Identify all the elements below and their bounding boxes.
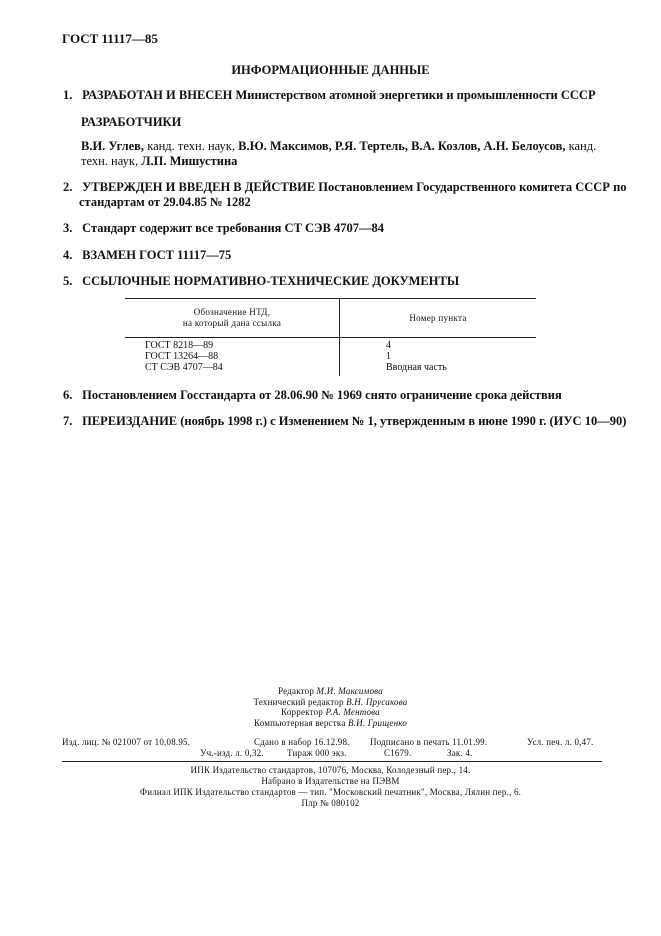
pub-signed: Подписано в печать 11.01.99. [370,737,488,747]
item-text: ССЫЛОЧНЫЕ НОРМАТИВНО-ТЕХНИЧЕСКИЕ ДОКУМЕНТЫ [82,274,460,288]
layout-line [0,718,661,729]
header-document-line1: Обозначение НТД, [193,307,271,317]
footer-line-3: Филиал ИПК Издательство стандартов — тип. "Московский печатник", Москва, Лялин пер., 6. [139,787,522,797]
header-clause: Номер пункта [340,299,537,338]
developer-degree: канд. техн. наук, [144,139,239,153]
tech-editor-label: Технический редактор [253,696,347,707]
cell-clause: 1 [386,351,391,362]
tech-editor-line [0,697,661,708]
info-item-2 [63,179,627,195]
item-text: ВЗАМЕН ГОСТ 11117—75 [82,248,232,262]
layout-label: Компьютерная верстка [253,717,348,728]
info-item-4 [63,247,231,263]
pub-submitted: Сдано в набор 16.12.98. [254,737,350,747]
cell-clause: Вводная часть [386,362,447,373]
table-row [125,351,536,362]
header-document [125,299,340,338]
info-item-1 [63,87,596,103]
item-number: 6. [63,388,73,402]
developer-name: В.И. Углев, [81,139,145,153]
corrector-label: Корректор [281,707,326,717]
cell-clause: 4 [386,340,391,351]
pub-edu-sheets: Уч.-изд. л. 0,32. [200,748,264,758]
footer-line-2: Набрано в Издательстве на ПЭВМ [261,776,400,786]
item-text: Стандарт содержит все требования СТ СЭВ 4707—84 [82,221,384,235]
info-item-2-continuation: стандартам от 29.04.85 № 1282 [79,195,251,209]
cell-document: ГОСТ 8218—89 [125,338,340,352]
developer-degree: канд. техн. наук, [81,139,597,168]
standard-code: ГОСТ 11117—85 [62,31,158,46]
corrector-line [0,707,661,718]
item-number: 5. [63,274,73,288]
item-text: УТВЕРЖДЕН И ВВЕДЕН В ДЕЙСТВИЕ Постановлением Государственного комитета СССР по [82,180,627,194]
table-row [125,362,536,376]
footer-line-4: Плр № 080102 [301,798,360,808]
pub-order: Зак. 4. [447,748,473,758]
tech-editor-name: В.Н. Прусакова [346,696,408,707]
developer-name: Л.П. Мишустина [141,154,238,168]
developers-label: РАЗРАБОТЧИКИ [81,115,182,129]
footer-line-1: ИПК Издательство стандартов, 107076, Москва, Колодезный пер., 14. [190,765,471,775]
item-number: 3. [63,221,73,235]
pub-sheets: Усл. печ. л. 0,47. [527,737,594,747]
info-item-6 [63,387,562,403]
imprint-block [0,686,661,728]
editor-line [0,686,661,697]
item-number: 2. [63,180,73,194]
table-row [125,338,536,352]
layout-name: В.И. Грищенко [347,717,408,728]
item-text: ПЕРЕИЗДАНИЕ (ноябрь 1998 г.) с Изменением № 1, утвержденным в июне 1990 г. (ИУС 10—90) [82,414,627,428]
item-text: Постановлением Госстандарта от 28.06.90 № 1969 снято ограничение срока действия [82,388,562,402]
info-item-7 [63,413,626,429]
section-title: ИНФОРМАЦИОННЫЕ ДАННЫЕ [231,63,430,77]
header-document-line2: на который дана ссылка [182,318,282,328]
info-item-5 [63,273,459,289]
developers-list [81,139,601,169]
reference-table [125,298,536,376]
pub-run: Тираж 000 экз. [287,748,347,758]
pub-license: Изд. лиц. № 021007 от 10.08.95. [62,737,191,747]
item-number: 1. [63,88,73,102]
corrector-name: Р.А. Ментова [325,707,380,717]
cell-document: ГОСТ 13264—88 [125,351,340,362]
cell-document: СТ СЭВ 4707—84 [125,362,340,376]
item-text: РАЗРАБОТАН И ВНЕСЕН Министерством атомной энергетики и промышленности СССР [82,88,596,102]
info-item-3 [63,220,384,236]
item-number: 4. [63,248,73,262]
divider-line [62,761,602,762]
table-header-row [125,299,536,338]
pub-code: С1679. [384,748,412,758]
editor-label: Редактор [278,686,317,696]
item-number: 7. [63,414,73,428]
editor-name: М.И. Максимова [316,686,383,696]
developer-names: В.Ю. Максимов, Р.Я. Тертель, В.А. Козлов, А.Н. Белоусов, [238,139,566,153]
